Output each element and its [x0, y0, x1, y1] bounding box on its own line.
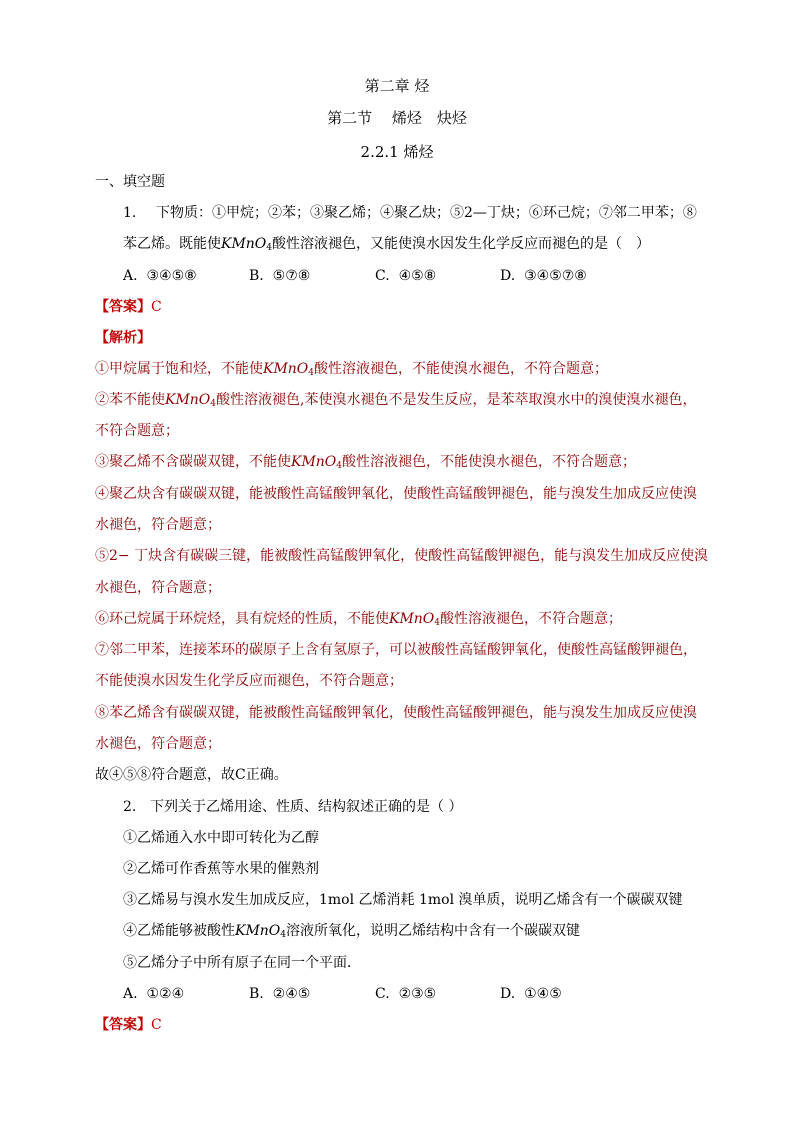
q2-statement-5: ⑤乙烯分子中所有原子在同一个平面．: [123, 955, 361, 971]
q1-analysis-conclusion: 故④⑤⑧符合题意，故C正确。: [95, 767, 288, 783]
q1-analysis-line-5: ④聚乙炔含有碳碳双键，能被酸性高锰酸钾氧化，使酸性高锰酸钾褪色，能与溴发生加成反应使溴: [95, 486, 697, 502]
q2-option-c: C. ②③⑤: [375, 986, 437, 1002]
q1-analysis-line-11: 不能使溴水因发生化学反应而褪色，不符合题意；: [95, 673, 403, 689]
q2-answer: 【答案】C: [95, 1017, 162, 1033]
q1-analysis-tag: 【解析】: [95, 330, 151, 346]
q2-option-a: A. ①②④: [123, 986, 185, 1002]
q1-analysis-line-9: ⑥环己烷属于环烷烃，具有烷烃的性质，不能使KMnO$_4$酸性溶液褪色，不符合题意；: [95, 611, 623, 628]
q1-number: 1.: [123, 205, 137, 221]
subsection-title: 2.2.1 烯烃: [360, 143, 434, 161]
q2-number: 2.: [123, 799, 137, 815]
q1-analysis-line-3: 不符合题意；: [95, 423, 179, 439]
q1-analysis-line-8: 水褪色，符合题意；: [95, 580, 221, 596]
q1-option-a: A. ③④⑤⑧: [123, 268, 197, 284]
q1-analysis-line-2: ②苯不能使KMnO$_4$酸性溶液褪色,苯使溴水褪色不是发生反应，是苯萃取溴水中的溴使溴水褪色，: [95, 392, 697, 409]
q1-analysis-line-10: ⑦邻二甲苯，连接苯环的碳原子上含有氢原子，可以被酸性高锰酸钾氧化，使酸性高锰酸钾褪色，: [95, 642, 697, 658]
section-title: 第二节 烯烃 炔烃: [327, 109, 467, 127]
q1-analysis-line-6: 水褪色，符合题意；: [95, 517, 221, 533]
q1-answer: 【答案】C: [95, 299, 162, 315]
q1-analysis-line-7: ⑤2− 丁炔含有碳碳三键，能被酸性高锰酸钾氧化，使酸性高锰酸钾褪色，能与溴发生加成反应使溴: [95, 548, 709, 564]
q1-analysis-line-4: ③聚乙烯不含碳碳双键，不能使KMnO$_4$酸性溶液褪色，不能使溴水褪色，不符合题意；: [95, 454, 637, 471]
q2-option-d: D. ①④⑤: [500, 986, 562, 1002]
kmno4-formula: KMnO$_4$: [221, 236, 273, 253]
chapter-title: 第二章 烃: [364, 77, 430, 95]
q1-option-d: D. ③④⑤⑦⑧: [500, 268, 587, 284]
q1-stem-line1: 下物质：①甲烷；②苯；③聚乙烯；④聚乙炔；⑤2—丁炔；⑥环己烷；⑦邻二甲苯；⑧: [156, 205, 697, 221]
q1-analysis-line-1: ①甲烷属于饱和烃，不能使KMnO$_4$酸性溶液褪色，不能使溴水褪色，不符合题意；: [95, 361, 609, 378]
q1-option-c: C. ④⑤⑧: [375, 268, 437, 284]
q2-option-b: B. ②④⑤: [249, 986, 311, 1002]
q2-statement-3: ③乙烯易与溴水发生加成反应，1mol 乙烯消耗 1mol 溴单质，说明乙烯含有一个碳碳双键: [123, 892, 683, 908]
part-title: 一、填空题: [95, 174, 165, 190]
q2-statement-4: ④乙烯能够被酸性KMnO$_4$溶液所氧化，说明乙烯结构中含有一个碳碳双键: [123, 923, 581, 940]
q1-analysis-line-12: ⑧苯乙烯含有碳碳双键，能被酸性高锰酸钾氧化，使酸性高锰酸钾褪色，能与溴发生加成反应使溴: [95, 705, 697, 721]
q1-stem-line2: 苯乙烯。既能使KMnO$_4$酸性溶液褪色，又能使溴水因发生化学反应而褪色的是（ ）: [123, 236, 651, 253]
q2-statement-2: ②乙烯可作香蕉等水果的催熟剂: [123, 861, 319, 877]
q2-statement-1: ①乙烯通入水中即可转化为乙醇: [123, 830, 319, 846]
q2-stem: 下列关于乙烯用途、性质、结构叙述正确的是（ ）: [150, 799, 463, 815]
q1-option-b: B. ⑤⑦⑧: [249, 268, 311, 284]
q1-analysis-line-13: 水褪色，符合题意；: [95, 736, 221, 752]
